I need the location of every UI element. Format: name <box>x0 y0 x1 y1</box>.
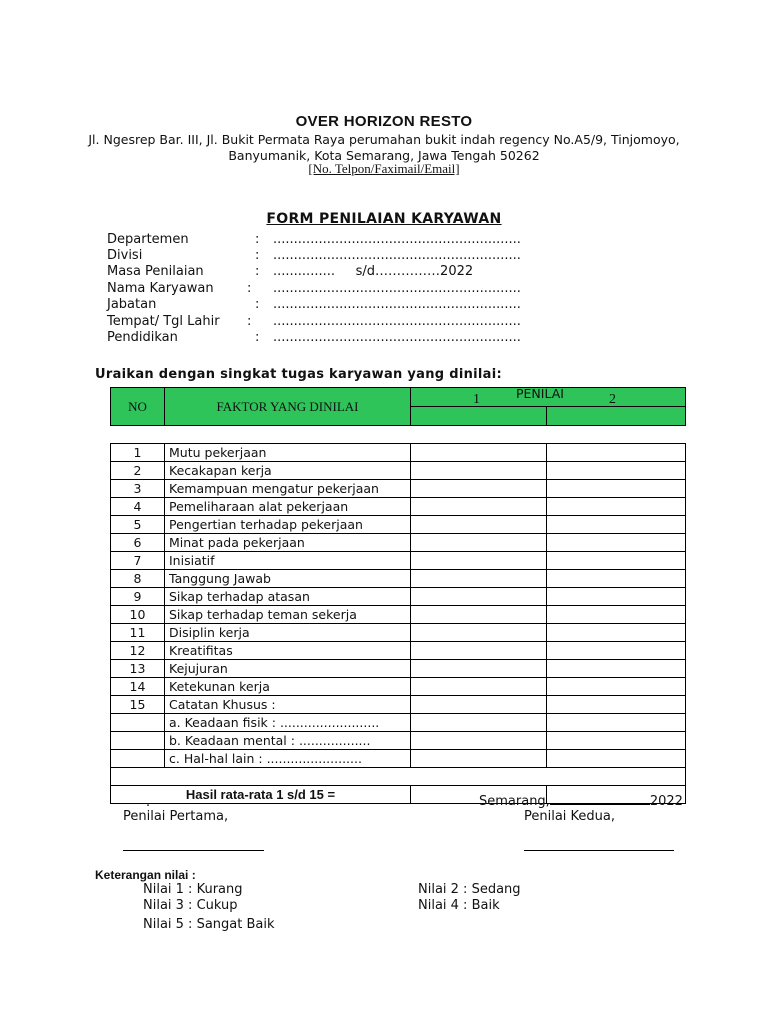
field-label: Divisi <box>107 248 143 263</box>
field-value[interactable]: ............................................................ <box>273 314 521 329</box>
row-faktor: b. Keadaan mental : .................. <box>165 732 411 750</box>
score-cell[interactable] <box>411 732 547 750</box>
score-cell[interactable] <box>411 534 547 552</box>
row-faktor: Mutu pekerjaan <box>165 444 411 462</box>
row-no: 14 <box>111 678 165 696</box>
score-cell[interactable] <box>411 714 547 732</box>
row-no: 12 <box>111 642 165 660</box>
score-cell[interactable] <box>411 570 547 588</box>
score-cell[interactable] <box>411 750 547 768</box>
table-row <box>111 516 686 534</box>
score-cell[interactable] <box>547 714 686 732</box>
col-header-penilai-1 <box>411 407 547 426</box>
legend-item: Nilai 4 : Baik <box>418 898 500 913</box>
row-faktor: Ketekunan kerja <box>165 678 411 696</box>
score-cell[interactable] <box>547 606 686 624</box>
table-row <box>111 642 686 660</box>
row-no <box>111 750 165 768</box>
row-faktor: Pengertian terhadap pekerjaan <box>165 516 411 534</box>
row-faktor: c. Hal-hal lain : ........................ <box>165 750 411 768</box>
score-cell[interactable] <box>411 480 547 498</box>
assessment-table <box>110 387 686 804</box>
table-row <box>111 750 686 768</box>
row-faktor: Catatan Khusus : <box>165 696 411 714</box>
field-value[interactable]: ............... s/d……………2022 <box>273 264 474 279</box>
table-row <box>111 552 686 570</box>
table-spacer-row <box>111 426 686 444</box>
row-no: 8 <box>111 570 165 588</box>
score-cell[interactable] <box>411 588 547 606</box>
field-label: Pendidikan <box>107 330 178 345</box>
row-no: 6 <box>111 534 165 552</box>
company-address-line2: Banyumanik, Kota Semarang, Jawa Tengah 50262 <box>228 148 540 163</box>
score-cell[interactable] <box>411 462 547 480</box>
instruction-text: Uraikan dengan singkat tugas karyawan yang dinilai: <box>95 367 502 382</box>
place-year: 2022 <box>649 794 683 809</box>
score-cell[interactable] <box>547 534 686 552</box>
table-row <box>111 696 686 714</box>
field-value[interactable]: ............................................................ <box>273 330 521 345</box>
score-cell[interactable] <box>411 660 547 678</box>
row-no: 10 <box>111 606 165 624</box>
row-no: 5 <box>111 516 165 534</box>
score-cell[interactable] <box>547 552 686 570</box>
table-row <box>111 732 686 750</box>
table-row <box>111 714 686 732</box>
col-header-penilai <box>411 388 686 407</box>
row-faktor: Kreatifitas <box>165 642 411 660</box>
place-date <box>479 792 683 809</box>
score-cell[interactable] <box>547 444 686 462</box>
row-no: 13 <box>111 660 165 678</box>
field-value[interactable]: ............................................................ <box>273 232 521 247</box>
row-no <box>111 714 165 732</box>
penilai-kedua-label: Penilai Kedua, <box>524 809 616 824</box>
field-colon: : <box>255 297 260 312</box>
col-header-faktor: FAKTOR YANG DINILAI <box>165 388 411 426</box>
score-cell[interactable] <box>547 462 686 480</box>
field-label: Nama Karyawan <box>107 281 214 296</box>
penilai-label: PENILAI <box>516 387 564 401</box>
field-label: Departemen <box>107 232 189 247</box>
row-no: 7 <box>111 552 165 570</box>
field-colon: : <box>247 314 252 329</box>
row-no: 1 <box>111 444 165 462</box>
row-faktor: Sikap terhadap teman sekerja <box>165 606 411 624</box>
score-cell[interactable] <box>411 552 547 570</box>
field-value[interactable]: ............................................................ <box>273 281 521 296</box>
legend-item: Nilai 2 : Sedang <box>418 882 521 897</box>
signature-line-1[interactable] <box>123 850 264 851</box>
table-row <box>111 534 686 552</box>
score-cell[interactable] <box>547 480 686 498</box>
table-blank-row <box>111 768 686 786</box>
row-faktor: Minat pada pekerjaan <box>165 534 411 552</box>
score-cell[interactable] <box>411 696 547 714</box>
result-label: Hasil rata-rata 1 s/d 15 = <box>111 786 411 804</box>
row-faktor: Sikap terhadap atasan <box>165 588 411 606</box>
row-no: 3 <box>111 480 165 498</box>
field-label: Masa Penilaian <box>107 264 204 279</box>
row-faktor: Kemampuan mengatur pekerjaan <box>165 480 411 498</box>
field-colon: : <box>255 330 260 345</box>
company-contact-text: [No. Telpon/Faximail/Email] <box>308 161 460 176</box>
score-cell[interactable] <box>547 660 686 678</box>
score-cell[interactable] <box>547 750 686 768</box>
row-no: 2 <box>111 462 165 480</box>
field-value[interactable]: ............................................................ <box>273 297 521 312</box>
legend-item: Nilai 5 : Sangat Baik <box>143 917 275 932</box>
field-label: Tempat/ Tgl Lahir <box>107 314 220 329</box>
row-faktor: Kecakapan kerja <box>165 462 411 480</box>
row-faktor: Tanggung Jawab <box>165 570 411 588</box>
place-prefix: Semarang, <box>479 794 550 809</box>
table-row <box>111 606 686 624</box>
signature-line-2[interactable] <box>524 850 674 851</box>
score-cell[interactable] <box>411 606 547 624</box>
stray-dot: . <box>146 795 151 810</box>
field-colon: : <box>247 281 252 296</box>
row-faktor: Pemeliharaan alat pekerjaan <box>165 498 411 516</box>
score-cell[interactable] <box>547 696 686 714</box>
company-contact <box>0 161 768 177</box>
score-cell[interactable] <box>411 642 547 660</box>
field-value[interactable]: ............................................................ <box>273 248 521 263</box>
field-colon: : <box>255 248 260 263</box>
score-cell[interactable] <box>411 678 547 696</box>
row-no: 4 <box>111 498 165 516</box>
penilai-2-label: 2 <box>609 392 616 407</box>
table-row <box>111 444 686 462</box>
company-name: OVER HORIZON RESTO <box>295 113 473 130</box>
legend-item: Nilai 1 : Kurang <box>143 882 243 897</box>
table-row <box>111 660 686 678</box>
col-header-no: NO <box>111 388 165 426</box>
score-cell[interactable] <box>547 588 686 606</box>
score-cell[interactable] <box>547 678 686 696</box>
company-address-line1: Jl. Ngesrep Bar. III, Jl. Bukit Permata Raya perumahan bukit indah regency No.A5/9, Tinjomoyo, <box>88 132 680 147</box>
score-cell[interactable] <box>547 516 686 534</box>
row-faktor: Inisiatif <box>165 552 411 570</box>
row-faktor: Kejujuran <box>165 660 411 678</box>
score-cell[interactable] <box>547 624 686 642</box>
score-cell[interactable] <box>411 516 547 534</box>
row-no <box>111 732 165 750</box>
field-colon: : <box>255 264 260 279</box>
row-no: 9 <box>111 588 165 606</box>
date-blank[interactable] <box>550 792 650 805</box>
table-row <box>111 570 686 588</box>
table-row <box>111 480 686 498</box>
penilai-pertama-label: Penilai Pertama, <box>123 809 229 824</box>
field-label: Jabatan <box>107 297 157 312</box>
score-cell[interactable] <box>547 570 686 588</box>
legend-title: Keterangan nilai : <box>95 868 196 882</box>
form-title: FORM PENILAIAN KARYAWAN <box>266 211 502 227</box>
legend-item: Nilai 3 : Cukup <box>143 898 238 913</box>
row-no: 11 <box>111 624 165 642</box>
table-row <box>111 624 686 642</box>
score-cell[interactable] <box>411 624 547 642</box>
col-header-penilai-2 <box>547 407 686 426</box>
table-row <box>111 588 686 606</box>
score-cell[interactable] <box>411 444 547 462</box>
score-cell[interactable] <box>411 498 547 516</box>
row-faktor: a. Keadaan fisik : ......................... <box>165 714 411 732</box>
score-cell[interactable] <box>547 732 686 750</box>
table-row <box>111 678 686 696</box>
penilai-1-label: 1 <box>473 392 480 407</box>
score-cell[interactable] <box>547 498 686 516</box>
row-no: 15 <box>111 696 165 714</box>
score-cell[interactable] <box>547 642 686 660</box>
field-colon: : <box>255 232 260 247</box>
table-row <box>111 462 686 480</box>
row-faktor: Disiplin kerja <box>165 624 411 642</box>
table-row <box>111 498 686 516</box>
